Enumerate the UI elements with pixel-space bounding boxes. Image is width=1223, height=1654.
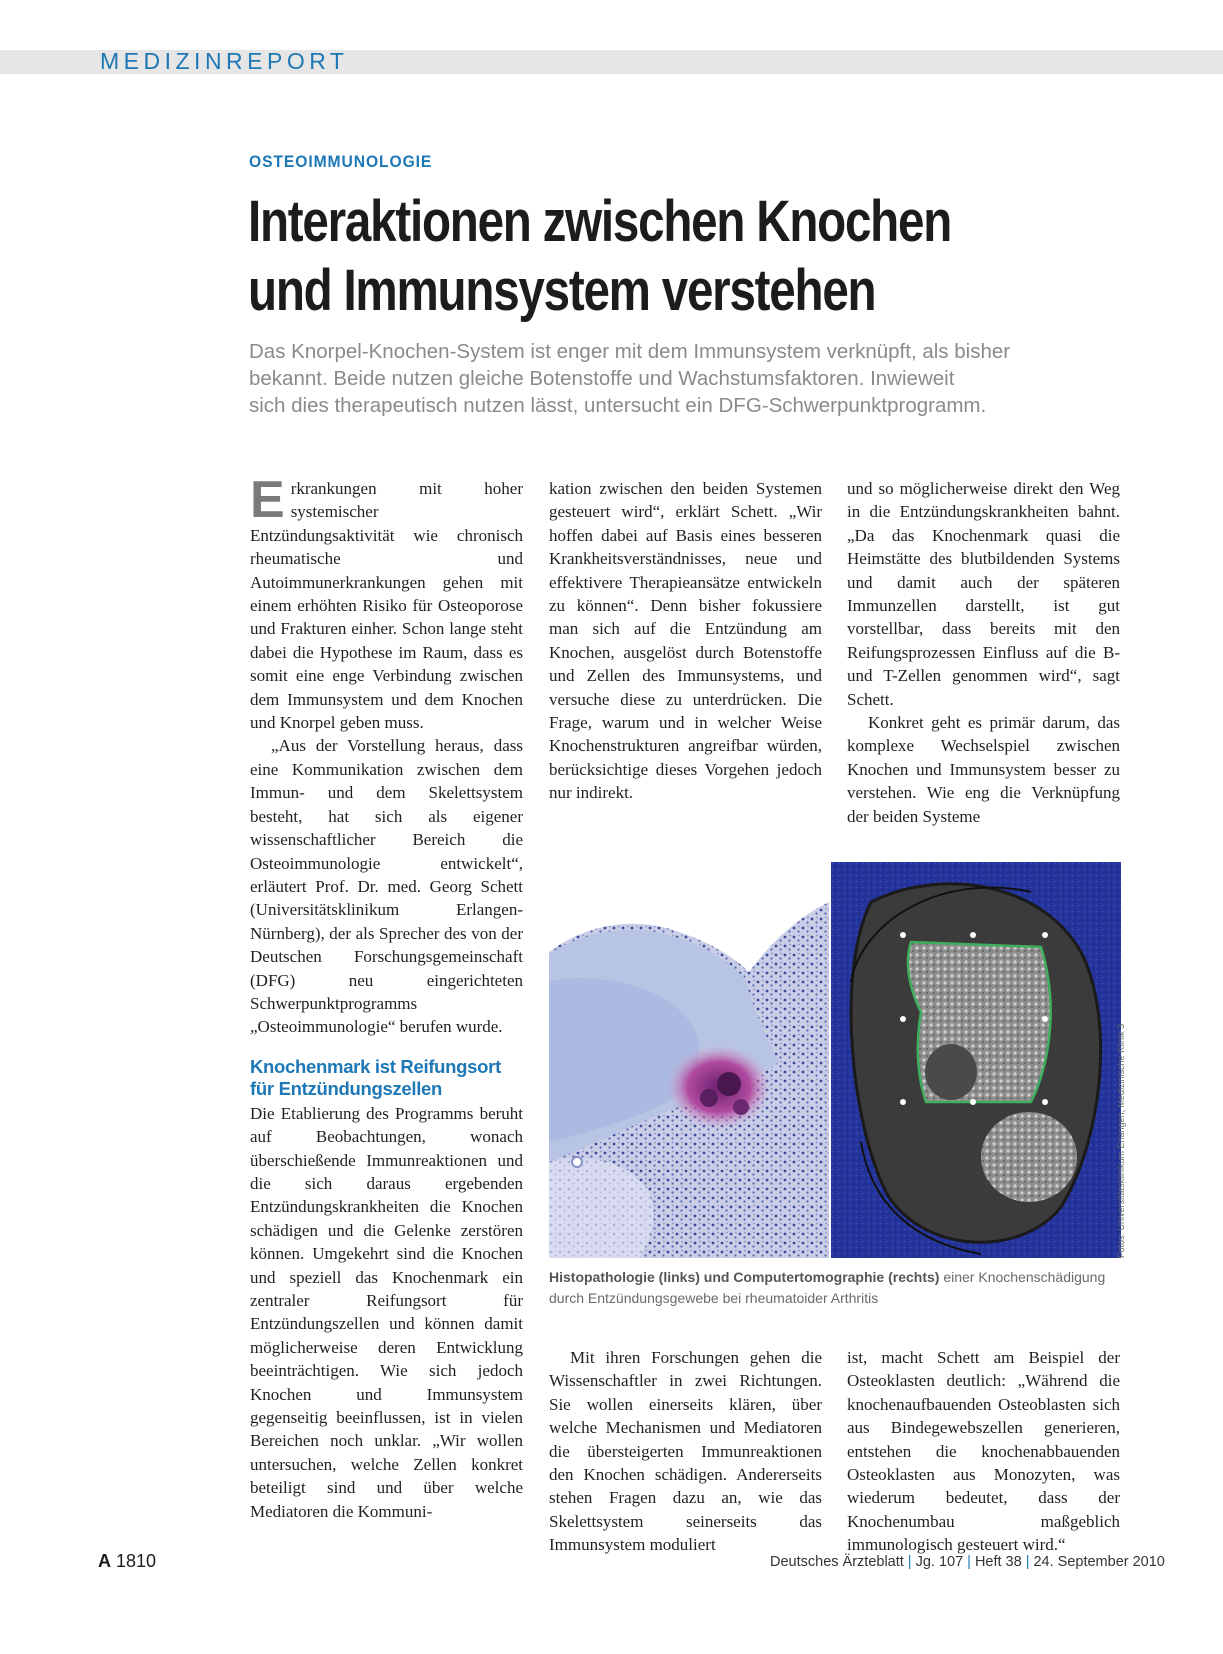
lead-line-1: Das Knorpel-Knochen-System ist enger mit dem Immunsystem verknüpft, als bisher bbox=[249, 340, 1011, 363]
figure bbox=[549, 862, 1121, 1258]
drop-cap: E bbox=[250, 471, 285, 529]
section-label: MEDIZINREPORT bbox=[100, 48, 349, 74]
article-kicker: OSTEOIMMUNOLOGIE bbox=[249, 152, 433, 171]
photo-credit: Fotos: Universitätsklinikum Erlangen, Medizinische Klinik 3 bbox=[1116, 1023, 1126, 1258]
paragraph-3: Die Etablierung des Programms beruht auf Beobachtungen, wonach überschießende Immunreaktionen und die sich daraus ergebenden Entzündungskrankheiten die Knochen schädigen und die Gelenke zerstören können. Umgekehrt sind die Knochen und speziell das Knochenmark ein zentraler Reifungsort für Entzündungszellen und können damit möglicherweise deren Entwicklung beeinträchtigen. Wie sich jedoch Knochen und Immunsystem gegenseitig beeinflussen, ist in vielen Bereichen noch unklar. „Wir wollen untersuchen, welche Zellen konkret beteiligt sind und über welche Mediatoren die Kommuni- bbox=[250, 1103, 523, 1521]
column-1 bbox=[250, 471, 523, 1523]
paragraph-7: Mit ihren Forschungen gehen die Wissenschaftler in zwei Richtungen. Sie wollen einerseits klären, über welche Mechanismen und Mediatoren die übersteigerten Immunreaktionen den Knochen schädigen. Andererseits stehen Fragen dazu an, wie das Skelettsystem seinerseits das Immunsystem moduliert bbox=[549, 1348, 822, 1555]
lead-line-3: sich dies therapeutisch nutzen lässt, untersucht ein DFG-Schwerpunktprogramm. bbox=[249, 394, 987, 417]
article-lead bbox=[249, 338, 1129, 419]
paragraph-5: und so möglicherweise direkt den Weg in die Entzündungskrankheiten bahnt. „Da das Knochenmark quasi die Heimstätte des blutbildenden Systems und damit auch der späteren Immunzellen darstellt, ist gut vorstellbar, dass bereits mit den Reifungsprozessen Einfluss auf die B- und T-Zellen genommen wird“, sagt Schett. bbox=[847, 479, 1120, 709]
page-number: A 1810 bbox=[98, 1551, 157, 1571]
subheading: Knochenmark ist Reifungsort für Entzündungszellen bbox=[250, 1055, 501, 1099]
paragraph-6: Konkret geht es primär darum, das komplexe Wechselspiel zwischen Knochen und Immunsystem besser zu verstehen. Wie eng die Verknüpfung der beiden Systeme bbox=[847, 713, 1120, 826]
caption-bold: Histopathologie (links) und Computertomographie (rechts) bbox=[549, 1269, 940, 1285]
journal-footer: Deutsches Ärzteblatt | Jg. 107 | Heft 38 | 24. September 2010 bbox=[770, 1554, 1165, 1570]
histopathology-image bbox=[549, 862, 829, 1258]
title-line-2: und Immunsystem verstehen bbox=[248, 258, 876, 323]
column-3 bbox=[847, 477, 1120, 828]
paragraph-2: „Aus der Vorstellung heraus, dass eine Kommunikation zwischen dem Immun- und dem Skelettsystem besteht, hat sich als eigener wissenschaftlicher Bereich die Osteoimmunologie entwickelt“, erläutert Prof. Dr. med. Georg Schett (Universitätsklinikum Erlangen-Nürnberg), der als Sprecher des von der Deutschen Forschungsgemeinschaft (DFG) neu eingerichteten Schwerpunktprogramms „Osteoimmunologie“ berufen wurde. bbox=[250, 736, 523, 1037]
paragraph-4: kation zwischen den beiden Systemen gesteuert wird“, erklärt Schett. „Wir hoffen dabei auf Basis eines besseren Krankheitsverständnisses, neue und effektivere Therapieansätze entwickeln zu können“. Denn bisher fokussiere man sich auf die Entzündung am Knochen, ausgelöst durch Botenstoffe und Zellen des Immunsystems, und versuche diese zu unterdrücken. Die Frage, warum und in welcher Weise Knochenstrukturen angreifbar würden, berücksichtige dieses Vorgehen jedoch nur indirekt. bbox=[549, 479, 822, 803]
ct-scan-image bbox=[831, 862, 1121, 1258]
paragraph-1: Erkrankungen mit hoher systemischer Entzündungsaktivität wie chronisch rheumatische und Autoimmunerkrankungen gehen mit einem erhöhten Risiko für Osteoporose und Frakturen einher. Schon lange steht dabei die Hypothese im Raum, dass es somit eine enge Verbindung zwischen dem Immunsystem und dem Knochen und Knorpel geben muss. bbox=[250, 471, 523, 733]
column-2-lower bbox=[549, 1346, 822, 1557]
title-line-1: Interaktionen zwischen Knochen bbox=[248, 189, 952, 254]
figure-caption bbox=[549, 1267, 1129, 1309]
article-title bbox=[248, 187, 1002, 325]
column-3-lower bbox=[847, 1346, 1120, 1557]
caption-text: einer Knochenschädigung durch Entzündungsgewebe bei rheumatoider Arthritis bbox=[549, 1269, 1106, 1306]
lead-line-2: bekannt. Beide nutzen gleiche Botenstoffe und Wachstumsfaktoren. Inwieweit bbox=[249, 367, 955, 390]
paragraph-8: ist, macht Schett am Beispiel der Osteoklasten deutlich: „Während die knochenaufbauenden Osteoblasten sich aus Bindegewebszellen generieren, entstehen die knochenabbauenden Osteoklasten aus Monozyten, was wiederum bedeutet, dass der Knochenumbau maßgeblich immunologisch gesteuert wird.“ bbox=[847, 1348, 1120, 1555]
column-2 bbox=[549, 477, 822, 805]
